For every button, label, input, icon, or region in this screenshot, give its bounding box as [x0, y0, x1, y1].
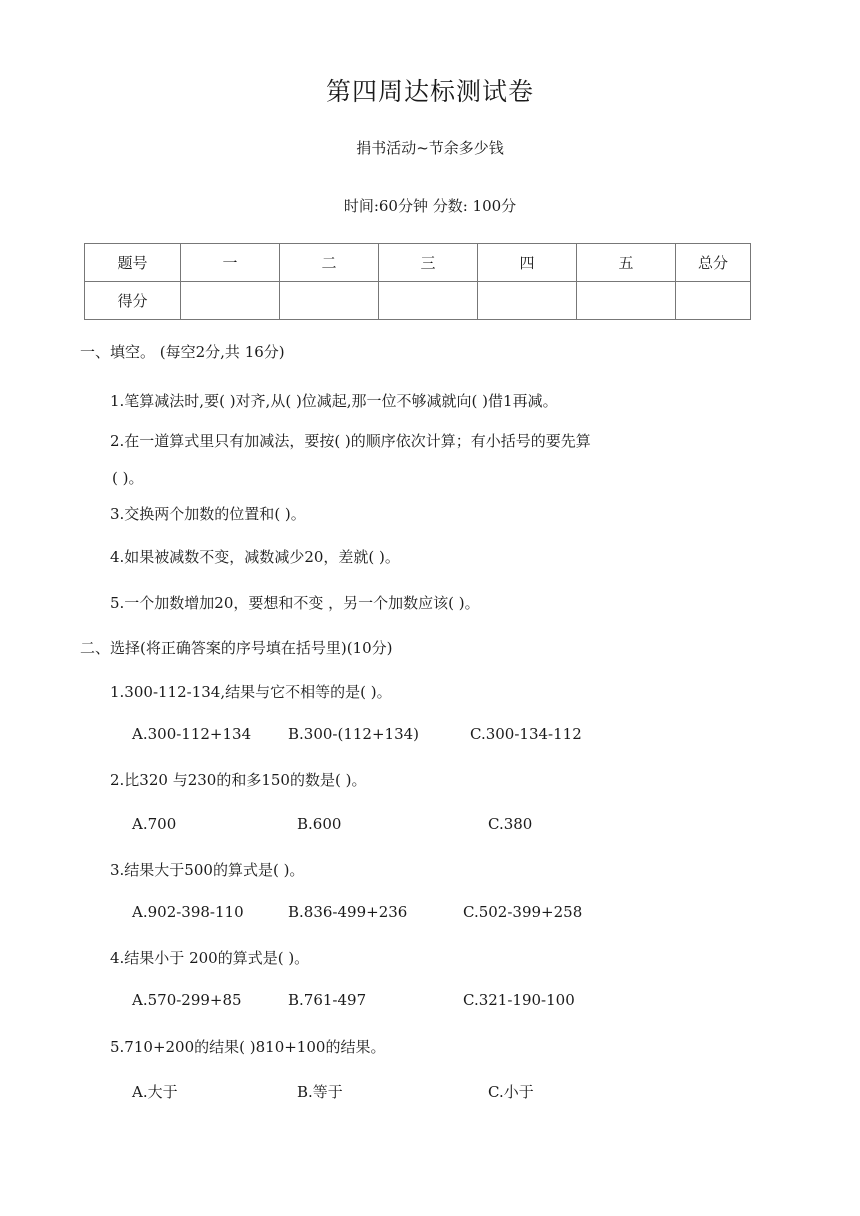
score-cell[interactable] — [577, 282, 676, 320]
score-cell[interactable] — [478, 282, 577, 320]
score-cell[interactable] — [280, 282, 379, 320]
page-subtitle: 捐书活动~节余多少钱 — [356, 139, 504, 157]
option-b: B.836-499+236 — [288, 903, 408, 921]
score-cell[interactable] — [676, 282, 751, 320]
score-table-score-row — [85, 282, 751, 320]
question-text: 1.笔算减法时,要( )对齐,从( )位减起,那一位不够减就向( )借1再减。 — [110, 392, 558, 410]
option-c: C.502-399+258 — [463, 903, 583, 921]
section-heading-fill-blank: 一、填空。 (每空2分,共 16分) — [80, 343, 285, 361]
question-text: 5.一个加数增加20，要想和不变 ，另一个加数应该( )。 — [110, 594, 480, 612]
score-cell[interactable] — [181, 282, 280, 320]
score-header-cell: 四 — [478, 244, 577, 282]
option-b: B.600 — [297, 815, 342, 833]
option-a: A.700 — [132, 815, 177, 833]
option-a: A.大于 — [132, 1083, 178, 1101]
question-text: 3.交换两个加数的位置和( )。 — [110, 505, 306, 523]
score-header-cell: 总分 — [676, 244, 751, 282]
option-b: B.等于 — [297, 1083, 343, 1101]
option-a: A.570-299+85 — [132, 991, 242, 1009]
question-text: 3.结果大于500的算式是( )。 — [110, 861, 305, 879]
question-text-continued: ( )。 — [112, 469, 144, 487]
question-text: 2.在一道算式里只有加减法，要按( )的顺序依次计算；有小括号的要先算 — [110, 432, 591, 450]
score-row-label: 得分 — [85, 282, 181, 320]
exam-meta: 时间:60分钟 分数: 100分 — [343, 197, 517, 215]
page-title: 第四周达标测试卷 — [325, 77, 534, 106]
option-c: C.380 — [488, 815, 533, 833]
question-text: 2.比320 与230的和多150的数是( )。 — [110, 771, 367, 789]
question-text: 1.300-112-134,结果与它不相等的是( )。 — [110, 683, 392, 701]
option-c: C.321-190-100 — [463, 991, 575, 1009]
option-a: A.902-398-110 — [132, 903, 244, 921]
score-header-cell: 题号 — [85, 244, 181, 282]
question-text: 4.结果小于 200的算式是( )。 — [110, 949, 310, 967]
score-table-header-row — [85, 244, 751, 282]
score-header-cell: 二 — [280, 244, 379, 282]
option-c: C.小于 — [488, 1083, 534, 1101]
score-table — [84, 243, 751, 320]
score-header-cell: 一 — [181, 244, 280, 282]
question-text: 5.710+200的结果( )810+100的结果。 — [110, 1038, 386, 1056]
section-heading-choice: 二、选择(将正确答案的序号填在括号里)(10分) — [80, 639, 393, 657]
score-header-cell: 三 — [379, 244, 478, 282]
score-cell[interactable] — [379, 282, 478, 320]
score-header-cell: 五 — [577, 244, 676, 282]
option-c: C.300-134-112 — [470, 725, 582, 743]
option-b: B.300-(112+134) — [288, 725, 420, 743]
option-a: A.300-112+134 — [132, 725, 252, 743]
option-b: B.761-497 — [288, 991, 367, 1009]
question-text: 4.如果被减数不变，减数减少20，差就( )。 — [110, 548, 400, 566]
